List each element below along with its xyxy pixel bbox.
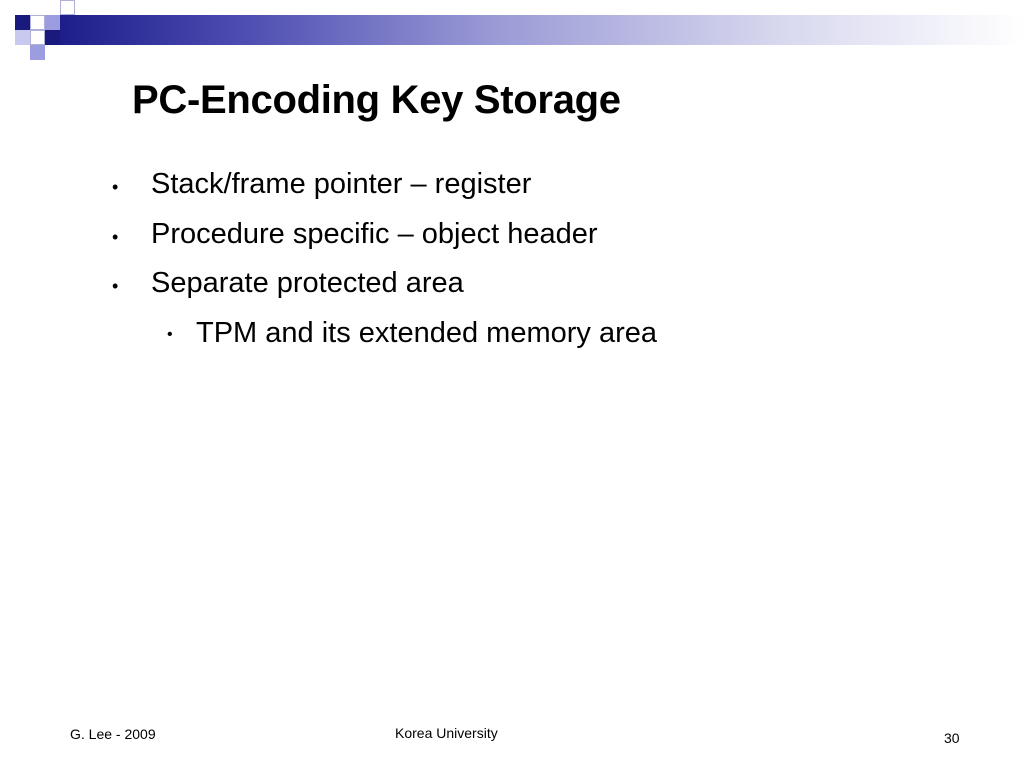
decor-square-mid <box>45 15 60 30</box>
decor-square-mid <box>30 45 45 60</box>
page-number: 30 <box>944 730 960 746</box>
bullet-symbol: • <box>112 226 119 247</box>
bullet-symbol: • <box>112 177 119 197</box>
footer-institution: Korea University <box>395 725 498 741</box>
decor-square-outline <box>60 0 75 15</box>
slide-title: PC-Encoding Key Storage <box>132 78 621 122</box>
bullet-text: Procedure specific – object header <box>151 217 598 250</box>
bullet-symbol: • <box>112 276 119 296</box>
decor-square-dark <box>15 15 30 30</box>
decor-square-outline <box>30 30 45 45</box>
bullet-text: Stack/frame pointer – register <box>151 168 532 200</box>
footer-author: G. Lee - 2009 <box>70 726 156 742</box>
decor-square-outline <box>30 15 45 30</box>
header-gradient-bar <box>60 15 1024 45</box>
decor-square-dark <box>45 30 60 45</box>
decor-square-light <box>15 30 30 45</box>
bullet-symbol: • <box>167 325 173 343</box>
bullet-text: Separate protected area <box>151 267 464 299</box>
sub-bullet-text: TPM and its extended memory area <box>196 316 657 349</box>
